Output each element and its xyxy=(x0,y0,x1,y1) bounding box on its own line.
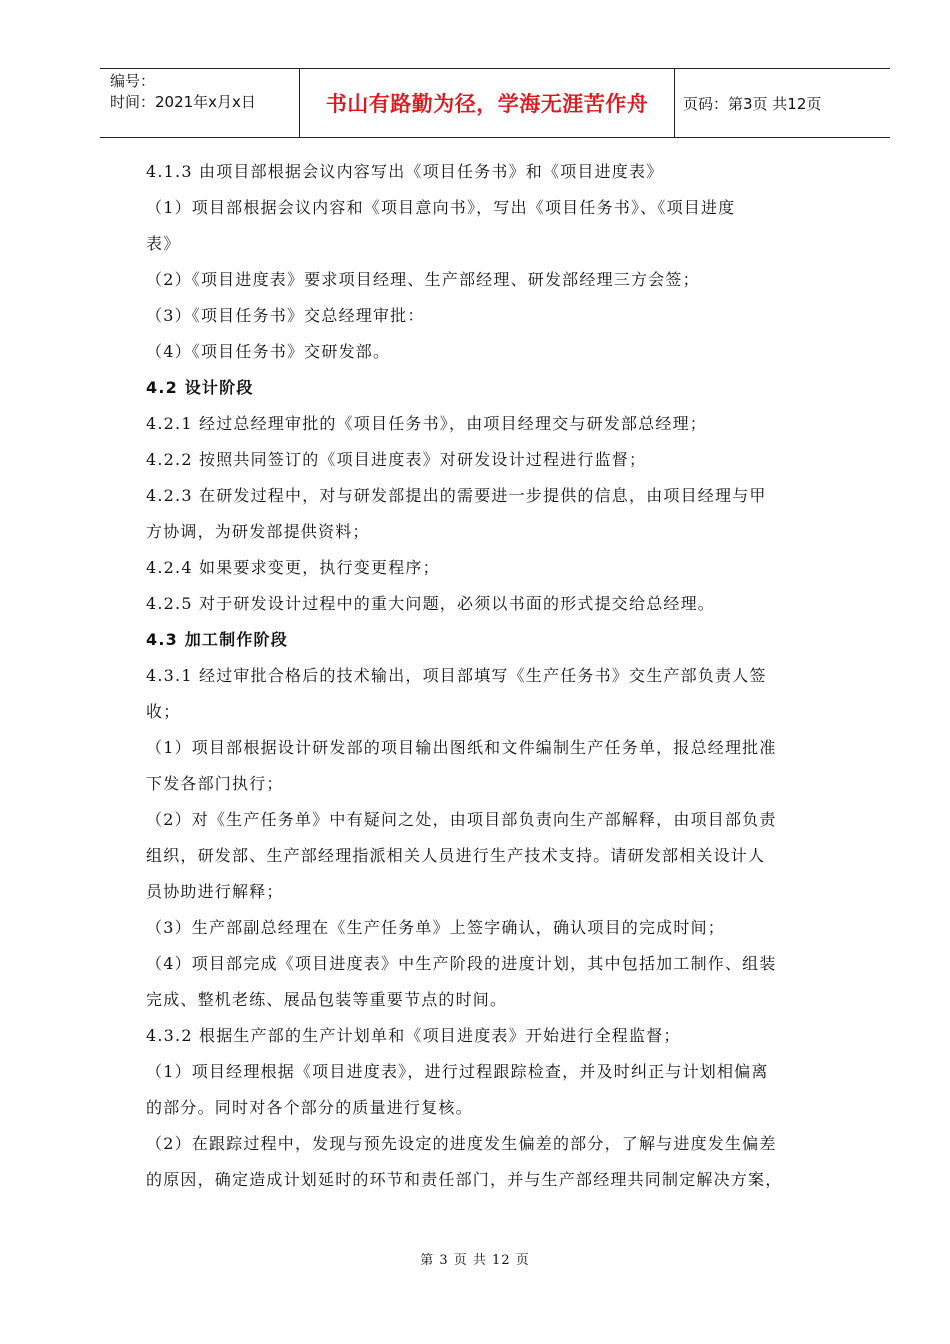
paragraph-line: （4）《项目任务书》交研发部。 xyxy=(146,342,391,361)
document-body xyxy=(146,154,858,1198)
paragraph-line: 4.2.4 如果要求变更，执行变更程序； xyxy=(146,558,440,577)
paragraph-line: （1）项目经理根据《项目进度表》，进行过程跟踪检查，并及时纠正与计划相偏离 xyxy=(146,1062,769,1081)
paragraph-line: 方协调，为研发部提供资料； xyxy=(146,522,370,541)
paragraph-line: （1）项目部根据会议内容和《项目意向书》，写出《项目任务书》、《项目进度 xyxy=(146,198,736,217)
time-label: 时间：2021年x月x日 xyxy=(110,93,256,111)
paragraph-line: 员协助进行解释； xyxy=(146,882,284,901)
paragraph-line: （3）《项目任务书》交总经理审批： xyxy=(146,306,425,325)
paragraph-line: 收； xyxy=(146,702,181,721)
page-footer: 第 3 页 共 12 页 xyxy=(420,1253,530,1268)
paragraph-line: （4）项目部完成《项目进度表》中生产阶段的进度计划，其中包括加工制作、组装 xyxy=(146,954,777,973)
paragraph-line: 的部分。同时对各个部分的质量进行复核。 xyxy=(146,1098,473,1117)
paragraph-line: 完成、整机老练、展品包装等重要节点的时间。 xyxy=(146,990,508,1009)
paragraph-line: （1）项目部根据设计研发部的项目输出图纸和文件编制生产任务单，报总经理批准 xyxy=(146,738,777,757)
paragraph-line: 组织，研发部、生产部经理指派相关人员进行生产技术支持。请研发部相关设计人 xyxy=(146,846,766,865)
header-motto: 书山有路勤为径，学海无涯苦作舟 xyxy=(300,69,675,137)
section-heading: 4.2 设计阶段 xyxy=(146,378,254,397)
paragraph-line: 4.2.2 按照共同签订的《项目进度表》对研发设计过程进行监督； xyxy=(146,450,647,469)
paragraph-line: 4.3.2 根据生产部的生产计划单和《项目进度表》开始进行全程监督； xyxy=(146,1026,681,1045)
number-label: 编号： xyxy=(110,72,156,90)
header-page-label: 页码：第3页 共12页 xyxy=(683,94,822,113)
paragraph-line: 4.2.3 在研发过程中，对与研发部提出的需要进一步提供的信息，由项目经理与甲 xyxy=(146,486,767,505)
header-meta xyxy=(100,69,300,137)
paragraph-line: （2）在跟踪过程中，发现与预先设定的进度发生偏差的部分，了解与进度发生偏差 xyxy=(146,1134,777,1153)
paragraph-line: （3）生产部副总经理在《生产任务单》上签字确认，确认项目的完成时间； xyxy=(146,918,725,937)
paragraph-line: 表》 xyxy=(146,234,181,253)
paragraph-line: 下发各部门执行； xyxy=(146,774,284,793)
paragraph-line: 4.2.1 经过总经理审批的《项目任务书》，由项目经理交与研发部总经理； xyxy=(146,414,707,433)
paragraph-line: 4.3.1 经过审批合格后的技术输出，项目部填写《生产任务书》交生产部负责人签 xyxy=(146,666,767,685)
paragraph-line: 4.2.5 对于研发设计过程中的重大问题，必须以书面的形式提交给总经理。 xyxy=(146,594,715,613)
paragraph-line: 4.1.3 由项目部根据会议内容写出《项目任务书》和《项目进度表》 xyxy=(146,162,664,181)
section-heading: 4.3 加工制作阶段 xyxy=(146,630,288,649)
paragraph-line: （2）《项目进度表》要求项目经理、生产部经理、研发部经理三方会签； xyxy=(146,270,700,289)
paragraph-line: 的原因，确定造成计划延时的环节和责任部门，并与生产部经理共同制定解决方案， xyxy=(146,1170,783,1189)
page-header xyxy=(100,68,890,138)
paragraph-line: （2）对《生产任务单》中有疑问之处，由项目部负责向生产部解释，由项目部负责 xyxy=(146,810,777,829)
